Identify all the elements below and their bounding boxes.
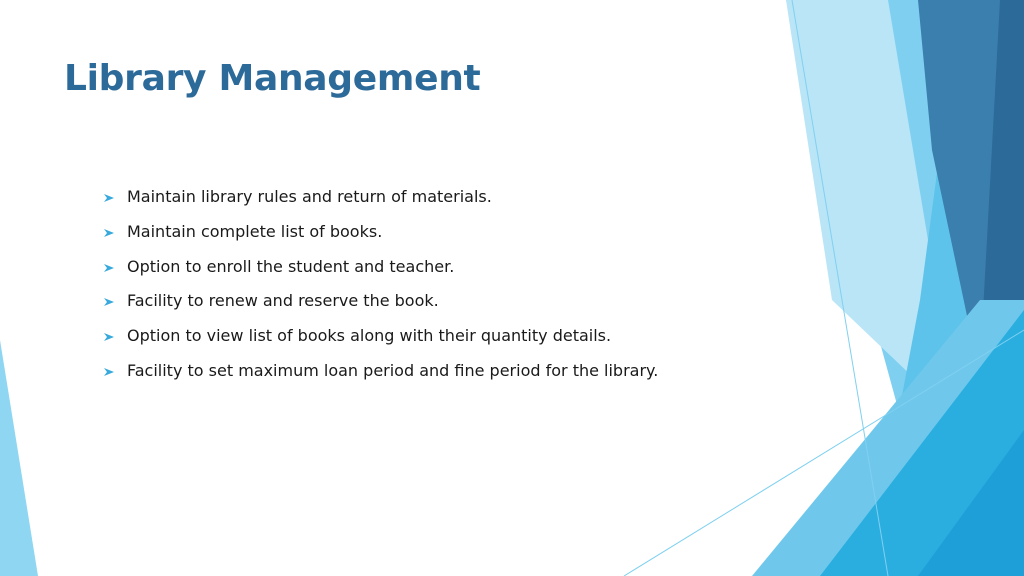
left-edge-shape [0,340,38,576]
slide-title: Library Management [64,58,481,99]
arrow-bullet-icon [104,263,114,273]
bullet-text: Facility to set maximum loan period and fine period for the library. [127,360,659,380]
arrow-bullet-icon [104,228,114,238]
bullet-text: Maintain complete list of books. [127,221,383,241]
bullet-text: Option to enroll the student and teacher. [127,256,455,276]
bullet-text: Option to view list of books along with their quantity details. [127,326,612,346]
arrow-bullet-icon [104,193,114,203]
arrow-bullet-icon [104,367,114,377]
bullet-text: Maintain library rules and return of materials. [127,187,492,206]
arrow-bullet-icon [104,297,114,307]
arrow-bullet-icon [104,332,114,342]
bullet-text: Facility to renew and reserve the book. [127,291,439,311]
